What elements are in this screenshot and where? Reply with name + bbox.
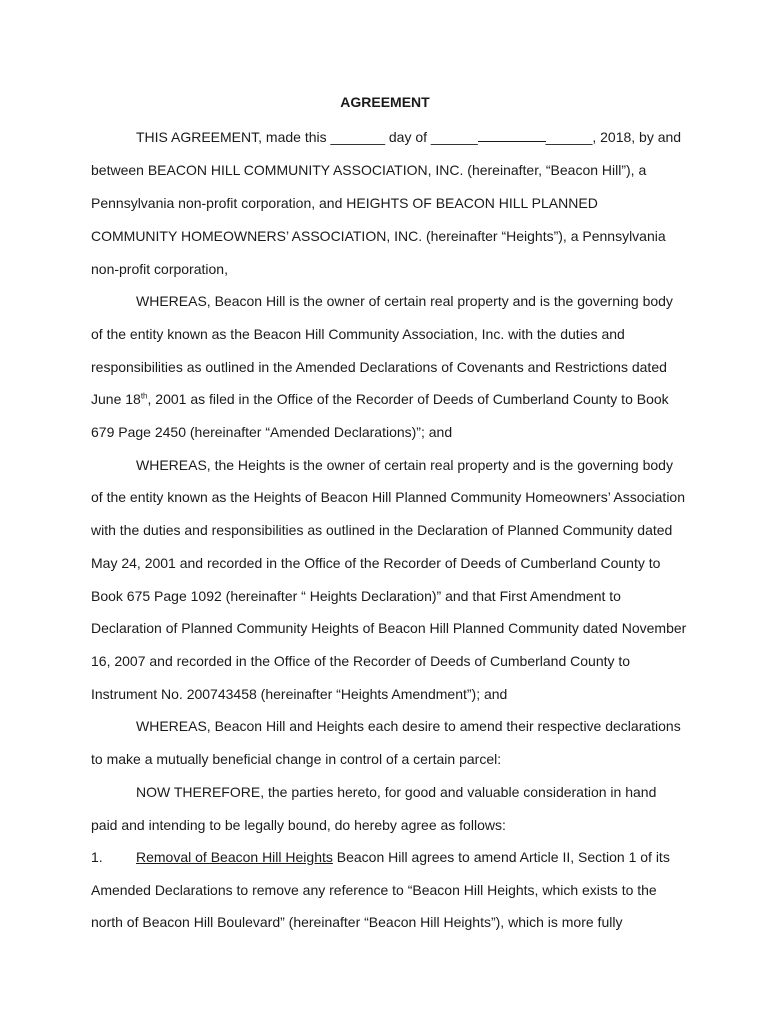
- text-segment: Beacon Hill agrees to amend Article II, Section 1 of its: [332, 849, 670, 865]
- text-line: paid and intending to be legally bound, do hereby agree as follows:: [91, 817, 506, 833]
- text-line: COMMUNITY HOMEOWNERS’ ASSOCIATION, INC. (hereinafter “Heights”), a Pennsylvania: [91, 228, 666, 244]
- text-line: between BEACON HILL COMMUNITY ASSOCIATION, INC. (hereinafter, “Beacon Hill”), a: [91, 162, 647, 178]
- text-line: [136, 847, 670, 867]
- text-line: Amended Declarations to remove any reference to “Beacon Hill Heights, which exists to the: [91, 882, 657, 898]
- text-line: May 24, 2001 and recorded in the Office of the Recorder of Deeds of Cumberland County to: [91, 555, 661, 571]
- text-line: Book 675 Page 1092 (hereinafter “ Heights Declaration)” and that First Amendment to: [91, 588, 621, 604]
- text-line: 679 Page 2450 (hereinafter “Amended Declarations)”; and: [91, 424, 453, 440]
- ordinal-suffix: th: [140, 391, 148, 401]
- text-line: non-profit corporation,: [91, 261, 228, 277]
- text-segment: June 18: [91, 391, 141, 407]
- text-line: Pennsylvania non-profit corporation, and HEIGHTS OF BEACON HILL PLANNED: [91, 195, 598, 211]
- section-heading: Removal of Beacon Hill Heights: [136, 849, 333, 865]
- text-line: Declaration of Planned Community Heights of Beacon Hill Planned Community dated November: [91, 620, 687, 636]
- signature-blank: [478, 128, 546, 142]
- text-line: WHEREAS, Beacon Hill is the owner of certain real property and is the governing body: [136, 293, 673, 309]
- text-line: with the duties and responsibilities as outlined in the Declaration of Planned Community dated: [91, 522, 673, 538]
- text-line: [91, 389, 669, 409]
- text-segment: , 2001 as filed in the Office of the Recorder of Deeds of Cumberland County to Book: [147, 391, 669, 407]
- text-line: Instrument No. 200743458 (hereinafter “Heights Amendment”); and: [91, 686, 508, 702]
- text-line: to make a mutually beneficial change in control of a certain parcel:: [91, 751, 502, 767]
- text-line: WHEREAS, the Heights is the owner of certain real property and is the governing body: [136, 457, 673, 473]
- text-line: NOW THEREFORE, the parties hereto, for good and valuable consideration in hand: [136, 784, 657, 800]
- section-number: 1.: [91, 849, 103, 865]
- text-line: 16, 2007 and recorded in the Office of the Recorder of Deeds of Cumberland County to: [91, 653, 631, 669]
- text-line: of the entity known as the Beacon Hill Community Association, Inc. with the duties and: [91, 326, 625, 342]
- text-line: responsibilities as outlined in the Amended Declarations of Covenants and Restrictions dated: [91, 359, 667, 375]
- text-line: WHEREAS, Beacon Hill and Heights each desire to amend their respective declarations: [136, 718, 681, 734]
- text-line: of the entity known as the Heights of Beacon Hill Planned Community Homeowners’ Association: [91, 489, 686, 505]
- text-segment: ______, 2018, by and: [545, 129, 682, 145]
- text-segment: THIS AGREEMENT, made this _______ day of ______: [136, 129, 478, 145]
- document-title: AGREEMENT: [340, 94, 430, 110]
- text-line: [136, 127, 681, 147]
- text-line: north of Beacon Hill Boulevard” (hereinafter “Beacon Hill Heights”), which is more fully: [91, 914, 623, 930]
